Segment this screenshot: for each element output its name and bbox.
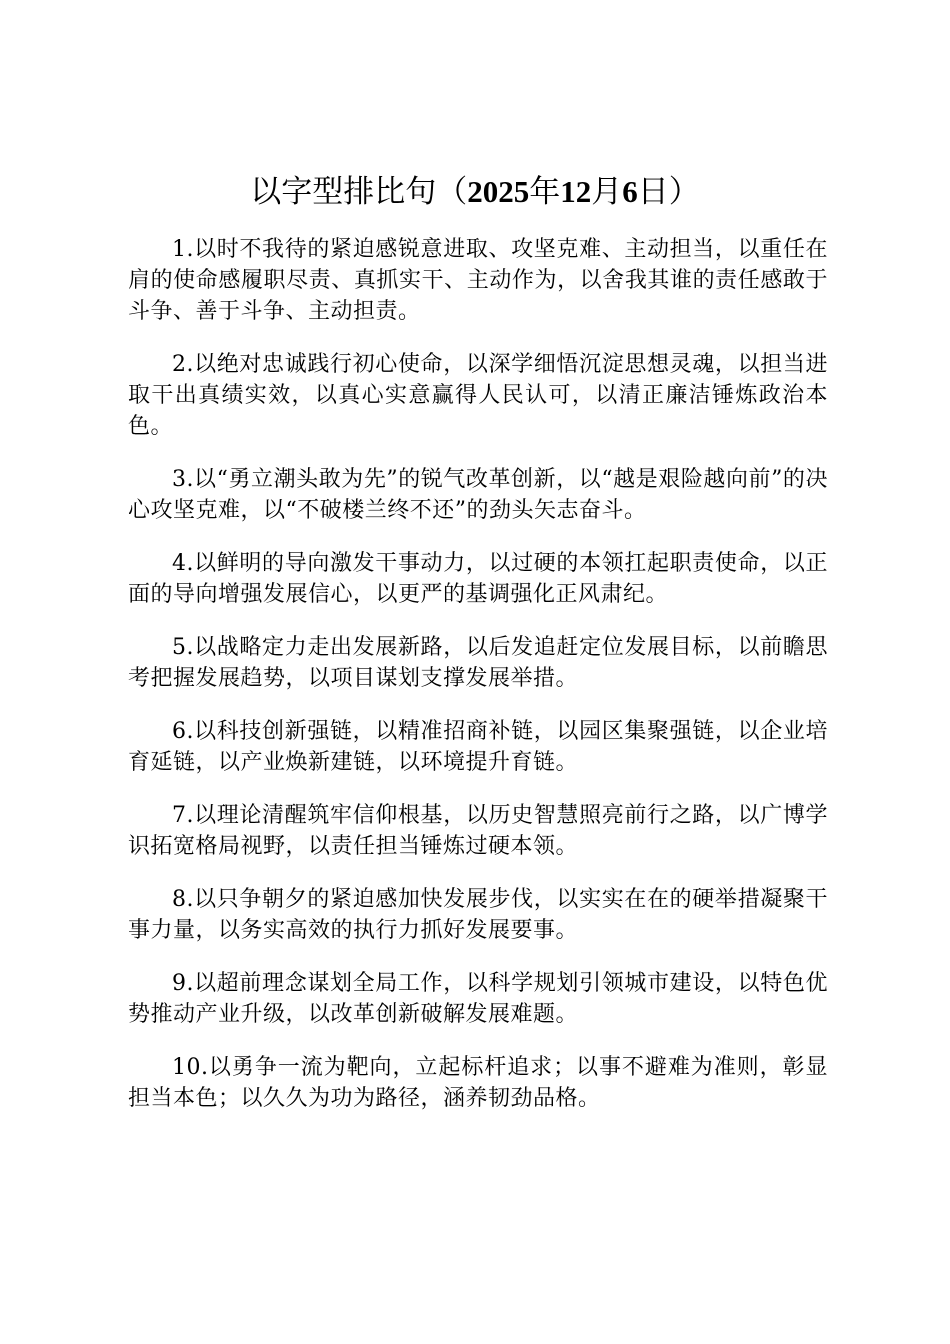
list-item-7: 7.以理论清醒筑牢信仰根基，以历史智慧照亮前行之路，以广博学识拓宽格局视野，以责任担当锤炼过硬本领。 <box>128 803 828 859</box>
sentence-list <box>128 234 828 1136</box>
page-title <box>0 168 950 216</box>
title-month: 12 <box>560 174 592 209</box>
list-item-8: 8.以只争朝夕的紧迫感加快发展步伐，以实实在在的硬举措凝聚干事力量，以务实高效的执行力抓好发展要事。 <box>128 887 828 943</box>
list-item-1: 1.以时不我待的紧迫感锐意进取、攻坚克难、主动担当，以重任在肩的使命感履职尽责、真抓实干、主动作为，以舍我其谁的责任感敢于斗争、善于斗争、主动担责。 <box>128 237 828 324</box>
list-item-9: 9.以超前理念谋划全局工作，以科学规划引领城市建设，以特色优势推动产业升级，以改革创新破解发展难题。 <box>128 971 828 1027</box>
title-prefix: 以字型排比句（ <box>250 174 468 210</box>
list-item-5: 5.以战略定力走出发展新路，以后发追赶定位发展目标，以前瞻思考把握发展趋势，以项目谋划支撑发展举措。 <box>128 635 828 691</box>
title-day: 6 <box>622 174 638 209</box>
title-year: 2025 <box>467 174 530 209</box>
list-item-3: 3.以“勇立潮头敢为先”的锐气改革创新，以“越是艰险越向前”的决心攻坚克难，以“不破楼兰终不还”的劲头矢志奋斗。 <box>128 467 828 523</box>
title-year-unit: 年 <box>529 174 561 210</box>
title-suffix: 日） <box>637 174 700 210</box>
list-item-6: 6.以科技创新强链，以精准招商补链，以园区集聚强链，以企业培育延链，以产业焕新建链，以环境提升育链。 <box>128 719 828 775</box>
list-item-4: 4.以鲜明的导向激发干事动力，以过硬的本领扛起职责使命，以正面的导向增强发展信心，以更严的基调强化正风肃纪。 <box>128 551 828 607</box>
title-month-unit: 月 <box>591 174 623 210</box>
list-item-2: 2.以绝对忠诚践行初心使命，以深学细悟沉淀思想灵魂，以担当进取干出真绩实效，以真心实意赢得人民认可，以清正廉洁锤炼政治本色。 <box>128 352 828 439</box>
list-item-10: 10.以勇争一流为靶向，立起标杆追求；以事不避难为准则，彰显担当本色；以久久为功为路径，涵养韧劲品格。 <box>128 1055 828 1111</box>
